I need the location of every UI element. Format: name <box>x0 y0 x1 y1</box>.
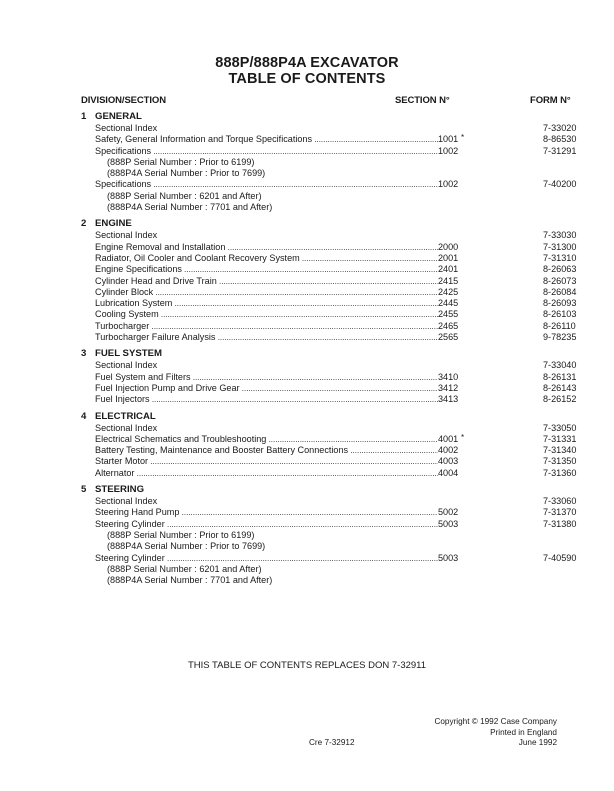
division-engine <box>81 218 601 343</box>
toc-entry[interactable] <box>81 496 601 507</box>
division-number: 5 <box>81 484 87 496</box>
toc-entry[interactable] <box>81 553 601 564</box>
division-heading <box>81 484 601 496</box>
section-number: 4002 <box>438 445 459 456</box>
section-number: 5002 <box>438 507 459 518</box>
division-number: 4 <box>81 410 87 422</box>
toc-entry[interactable] <box>81 276 601 287</box>
column-header-form: FORM N° <box>530 95 571 106</box>
toc-entry[interactable] <box>81 298 601 309</box>
entry-title: Sectional Index <box>95 230 158 241</box>
entry-title: Steering Cylinder ..... <box>95 519 438 530</box>
toc-entry[interactable] <box>81 372 601 383</box>
toc-entry[interactable] <box>81 264 601 275</box>
section-number: 2565 <box>438 332 459 343</box>
section-number: 2000 <box>438 241 459 252</box>
serial-note-text: (888P Serial Number : 6201 and After) <box>107 190 262 201</box>
entry-title: Engine Specifications ..... <box>95 264 438 275</box>
form-number: 7-40200 <box>543 179 577 190</box>
division-name: FUEL SYSTEM <box>95 348 162 360</box>
print-date: June 1992 <box>518 738 557 747</box>
division-name: STEERING <box>95 484 145 496</box>
section-number: 3413 <box>438 394 459 405</box>
serial-note <box>81 530 601 541</box>
toc-entry[interactable] <box>81 445 601 456</box>
form-number: 7-33030 <box>543 230 577 241</box>
form-number: 7-33020 <box>543 123 577 133</box>
division-steering <box>81 484 601 586</box>
entry-title: Fuel System and Filters ..... <box>95 372 438 383</box>
form-number: 7-33050 <box>543 422 577 433</box>
toc-entry[interactable] <box>81 309 601 320</box>
entry-title: Turbocharger Failure Analysis ..... <box>95 332 438 343</box>
form-number: 9-78235 <box>543 332 577 343</box>
division-fuel-system <box>81 348 601 405</box>
toc-entry[interactable] <box>81 230 601 241</box>
form-number: 8-26110 <box>543 320 576 331</box>
printed-location: Printed in England <box>490 727 557 737</box>
entry-title: Sectional Index <box>95 496 158 507</box>
section-number: 5003 <box>438 552 459 563</box>
entry-title: Engine Removal and Installation ..... <box>95 242 438 253</box>
section-number: 4004 <box>438 467 459 478</box>
toc-entry[interactable] <box>81 287 601 298</box>
entry-title: Battery Testing, Maintenance and Booster Battery Connections ..... <box>95 445 438 456</box>
document-code: Cre 7-32912 <box>309 738 355 747</box>
section-number: 5003 <box>438 518 459 529</box>
entry-title: Cylinder Block ..... <box>95 287 438 298</box>
section-number: 3410 <box>438 371 459 382</box>
section-number: 2455 <box>438 309 459 320</box>
entry-title: Fuel Injection Pump and Drive Gear ..... <box>95 383 438 394</box>
column-header-division: DIVISION/SECTION <box>81 95 166 106</box>
column-header-section: SECTION N° <box>395 95 450 106</box>
division-heading <box>81 111 601 123</box>
serial-note-text: (888P4A Serial Number : 7701 and After) <box>107 202 273 213</box>
entry-title: Radiator, Oil Cooler and Coolant Recovery System ..... <box>95 253 438 264</box>
entry-title: Cooling System ..... <box>95 309 438 320</box>
division-name: ELECTRICAL <box>95 410 156 422</box>
copyright-block <box>434 717 557 749</box>
form-number: 8-26093 <box>543 298 577 309</box>
form-number: 7-31360 <box>543 467 577 478</box>
toc-entry[interactable] <box>81 134 601 145</box>
form-number: 7-31331 <box>543 433 577 444</box>
section-number: 4003 <box>438 456 459 467</box>
toc-entry[interactable] <box>81 332 601 343</box>
entry-title: Steering Cylinder ..... <box>95 553 438 564</box>
section-number: 2445 <box>438 298 459 309</box>
entry-title: Sectional Index <box>95 360 158 371</box>
serial-note-text: (888P4A Serial Number : Prior to 7699) <box>107 168 266 179</box>
toc-entry[interactable] <box>81 383 601 394</box>
toc-entry[interactable] <box>81 179 601 190</box>
form-number: 7-31291 <box>543 145 577 156</box>
serial-note <box>81 541 601 552</box>
serial-note-text: (888P4A Serial Number : Prior to 7699) <box>107 541 266 552</box>
division-general <box>81 111 601 213</box>
section-number: 2425 <box>438 286 459 297</box>
division-name: GENERAL <box>95 111 142 122</box>
toc-entry[interactable] <box>81 321 601 332</box>
entry-title: Electrical Schematics and Troubleshooting ..... <box>95 434 438 445</box>
form-number: 8-26143 <box>543 382 577 393</box>
serial-note-text: (888P Serial Number : Prior to 6199) <box>107 156 255 167</box>
section-number: 2401 <box>438 264 459 275</box>
entry-title: Lubrication System ..... <box>95 298 438 309</box>
revision-asterisk: * <box>461 133 465 143</box>
toc-entry[interactable] <box>81 253 601 264</box>
section-number: 1001 <box>438 134 459 145</box>
entry-title: Sectional Index <box>95 422 158 433</box>
form-number: 8-26063 <box>543 264 577 275</box>
entry-title: Safety, General Information and Torque Specifications ..... <box>95 134 438 145</box>
form-number: 8-26152 <box>543 394 577 405</box>
division-number: 1 <box>81 111 87 122</box>
toc-entry[interactable] <box>81 507 601 518</box>
division-number: 3 <box>81 348 87 360</box>
section-number: 2415 <box>438 275 459 286</box>
toc-entry[interactable] <box>81 434 601 445</box>
copyright-text: Copyright © 1992 Case Company <box>434 717 557 726</box>
division-name: ENGINE <box>95 218 132 230</box>
form-number: 7-31300 <box>543 241 577 252</box>
section-number: 2465 <box>438 320 459 331</box>
document-title: 888P/888P4A EXCAVATOR <box>215 55 399 71</box>
entry-title: Turbocharger ..... <box>95 321 438 332</box>
toc-entry[interactable] <box>81 456 601 467</box>
serial-note <box>81 168 601 179</box>
toc-entry[interactable] <box>81 146 601 157</box>
entry-title: Sectional Index <box>95 123 158 133</box>
entry-title: Specifications ..... <box>95 179 438 190</box>
form-number: 8-86530 <box>543 134 577 145</box>
form-number: 7-33040 <box>543 360 577 371</box>
toc-entry[interactable] <box>81 123 601 134</box>
section-number: 2001 <box>438 252 459 263</box>
form-number: 7-31310 <box>543 252 577 263</box>
document-subtitle: TABLE OF CONTENTS <box>228 71 386 87</box>
form-number: 7-31340 <box>543 445 577 456</box>
serial-note-text: (888P Serial Number : 6201 and After) <box>107 563 262 574</box>
form-number: 8-26103 <box>543 309 577 320</box>
division-heading <box>81 411 601 423</box>
serial-note <box>81 575 601 586</box>
section-number: 4001 <box>438 433 459 444</box>
toc-entry[interactable] <box>81 242 601 253</box>
form-number: 7-33060 <box>543 496 577 507</box>
serial-note <box>81 564 601 575</box>
serial-note <box>81 157 601 168</box>
division-number: 2 <box>81 218 87 230</box>
toc-entry[interactable] <box>81 468 601 479</box>
entry-title: Starter Motor ..... <box>95 456 438 467</box>
entry-title: Steering Hand Pump ..... <box>95 507 438 518</box>
serial-note <box>81 191 601 202</box>
serial-note-text: (888P4A Serial Number : 7701 and After) <box>107 575 273 586</box>
entry-title: Cylinder Head and Drive Train ..... <box>95 276 438 287</box>
revision-asterisk: * <box>461 432 465 442</box>
division-heading <box>81 218 601 230</box>
serial-note-text: (888P Serial Number : Prior to 6199) <box>107 529 255 540</box>
division-heading <box>81 348 601 360</box>
toc-entry[interactable] <box>81 360 601 371</box>
division-electrical <box>81 411 601 479</box>
entry-title: Fuel Injectors ..... <box>95 394 438 405</box>
form-number: 7-31350 <box>543 456 577 467</box>
form-number: 8-26084 <box>543 286 577 297</box>
serial-note <box>81 202 601 213</box>
entry-title: Specifications ..... <box>95 146 438 157</box>
section-number: 3412 <box>438 382 459 393</box>
section-number: 1002 <box>438 145 459 156</box>
table-of-contents <box>81 111 601 591</box>
entry-title: Alternator ..... <box>95 468 438 479</box>
form-number: 7-31380 <box>543 518 577 529</box>
section-number: 1002 <box>438 179 459 190</box>
form-number: 7-40590 <box>543 552 577 563</box>
form-number: 8-26131 <box>543 371 577 382</box>
form-number: 8-26073 <box>543 275 577 286</box>
form-number: 7-31370 <box>543 507 577 518</box>
toc-entry[interactable] <box>81 394 601 405</box>
toc-entry[interactable] <box>81 423 601 434</box>
toc-entry[interactable] <box>81 519 601 530</box>
replaces-notice: THIS TABLE OF CONTENTS REPLACES DON 7-32911 <box>187 660 427 671</box>
